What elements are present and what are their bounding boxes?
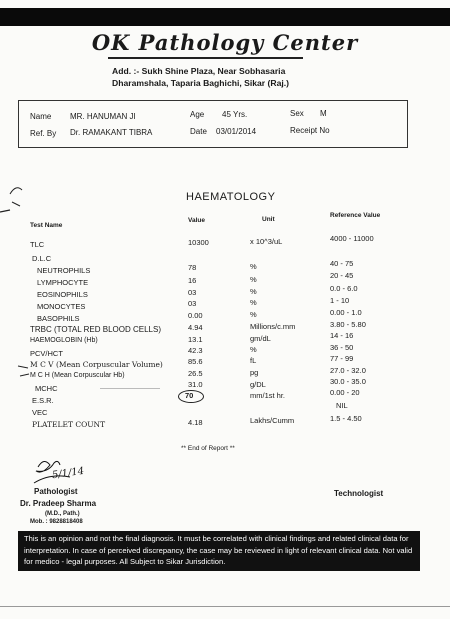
test-reference: 20 - 45 (330, 271, 354, 280)
test-value: 42.3 (188, 346, 203, 355)
test-reference: 0.00 - 1.0 (330, 308, 362, 317)
header-black-bar (0, 8, 450, 26)
test-value: 16 (188, 276, 197, 285)
test-value: 4.94 (188, 323, 203, 332)
column-header-reference: Reference Value (330, 212, 381, 219)
sex-value: M (320, 109, 327, 118)
end-of-report: ** End of Report ** (181, 445, 235, 452)
test-name: MCHC (35, 384, 58, 393)
doctor-degree: (M.D., Path.) (45, 511, 80, 517)
column-header-test: Test Name (30, 222, 63, 229)
test-name: D.L.C (32, 254, 52, 263)
name-label: Name (30, 112, 52, 121)
column-header-value: Value (188, 217, 205, 224)
test-name: PLATELET COUNT (32, 420, 106, 429)
test-unit: % (250, 287, 257, 296)
age-label: Age (190, 110, 205, 119)
test-name: BASOPHILS (37, 314, 80, 323)
test-unit: g/DL (250, 380, 266, 389)
disclaimer-box: This is an opinion and not the final diagnosis. It must be correlated with clinical findings and related clinical data for interpretation. In case of perceived discrepancy, the case may be reviewed in light of relevant clinical data. Not valid for medico - legal purposes. All Subject to Sikar Jurisdiction. (18, 531, 420, 571)
sex-label: Sex (290, 109, 304, 118)
test-name: MONOCYTES (37, 302, 86, 311)
test-name: EOSINOPHILS (37, 290, 88, 299)
test-name: LYMPHOCYTE (37, 278, 89, 287)
patient-name: MR. HANUMAN JI (70, 112, 136, 121)
section-title: HAEMATOLOGY (186, 191, 276, 203)
margin-tick-marks (18, 360, 32, 380)
patient-info-box (18, 100, 408, 148)
doctor-mobile: Mob. : 9828818408 (30, 519, 83, 525)
test-unit: % (250, 345, 257, 354)
test-value: 13.1 (188, 335, 203, 344)
receipt-label: Receipt No (290, 126, 330, 135)
test-unit: gm/dL (250, 334, 271, 343)
refby-value: Dr. RAMAKANT TIBRA (70, 128, 153, 137)
test-unit: % (250, 262, 257, 271)
test-reference: 0.00 - 20 (330, 388, 360, 397)
address-line-2: Dharamshala, Taparia Baghichi, Sikar (Raj.) (112, 78, 290, 88)
test-name: NEUTROPHILS (37, 266, 91, 275)
lab-name-underline (108, 57, 303, 59)
address-line-1: Add. :- Sukh Shine Plaza, Near Sobhasaria (112, 66, 286, 76)
test-reference: 1 - 10 (330, 296, 350, 305)
test-unit: Lakhs/Cumm (250, 416, 295, 425)
footer-rule (0, 606, 450, 607)
test-name: M C V (Mean Corpuscular Volume) (30, 360, 163, 369)
test-unit: Millions/c.mm (250, 322, 296, 331)
test-name: E.S.R. (32, 396, 54, 405)
technologist-label: Technologist (334, 489, 384, 498)
age-value: 45 Yrs. (222, 110, 248, 119)
test-value: 03 (188, 299, 197, 308)
test-reference: 27.0 - 32.0 (330, 366, 366, 375)
lab-name: OK Pathology Center (91, 30, 359, 55)
test-name: TRBC (TOTAL RED BLOOD CELLS) (30, 325, 161, 334)
test-reference: 14 - 16 (330, 331, 354, 340)
test-unit: % (250, 298, 257, 307)
date-label: Date (190, 127, 207, 136)
test-value: 70 (185, 391, 194, 400)
test-name: TLC (30, 240, 45, 249)
test-unit: % (250, 310, 257, 319)
test-unit: pg (250, 368, 259, 377)
pathologist-label: Pathologist (34, 487, 78, 496)
test-unit: mm/1st hr. (250, 391, 286, 400)
test-name: VEC (32, 408, 48, 417)
test-reference: 1.5 - 4.50 (330, 414, 362, 423)
test-unit: % (250, 275, 257, 284)
test-value: 0.00 (188, 311, 203, 320)
date-value: 03/01/2014 (216, 127, 257, 136)
test-unit: x 10^3/uL (250, 237, 283, 246)
test-value: 26.5 (188, 369, 203, 378)
test-unit: fL (250, 356, 257, 365)
test-reference: 40 - 75 (330, 259, 354, 268)
test-reference: NIL (336, 401, 348, 410)
test-value: 31.0 (188, 380, 203, 389)
test-reference: 0.0 - 6.0 (330, 284, 358, 293)
test-reference: 30.0 - 35.0 (330, 377, 366, 386)
faint-rule (100, 388, 160, 389)
column-header-unit: Unit (262, 216, 275, 223)
test-name: HAEMOGLOBIN (Hb) (30, 337, 98, 344)
test-value: 4.18 (188, 418, 203, 427)
doctor-name: Dr. Pradeep Sharma (20, 499, 97, 508)
test-reference: 77 - 99 (330, 354, 354, 363)
test-value: 78 (188, 263, 197, 272)
test-value: 10300 (188, 238, 209, 247)
test-name: M C H (Mean Corpuscular Hb) (30, 372, 125, 379)
test-name: PCV/HCT (30, 349, 63, 358)
test-value: 85.6 (188, 357, 203, 366)
test-value: 03 (188, 288, 197, 297)
margin-tick-mark (0, 208, 12, 216)
test-reference: 36 - 50 (330, 343, 354, 352)
test-reference: 4000 - 11000 (330, 234, 374, 243)
refby-label: Ref. By (30, 129, 57, 138)
signature-date: 5/1/14 (51, 465, 85, 482)
test-reference: 3.80 - 5.80 (330, 320, 366, 329)
